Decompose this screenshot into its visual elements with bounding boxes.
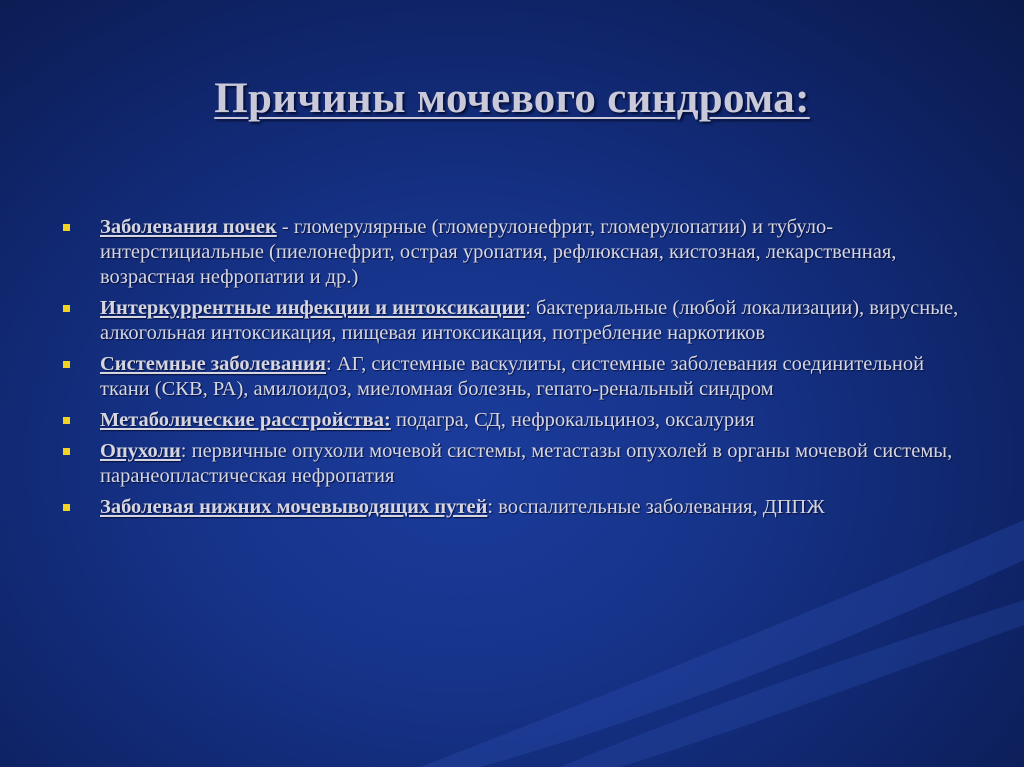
list-item bbox=[60, 352, 960, 402]
list-item bbox=[60, 215, 960, 290]
bullet-heading: Заболевая нижних мочевыводящих путей bbox=[100, 496, 488, 518]
bullet-heading: Интеркуррентные инфекции и интоксикации bbox=[100, 297, 526, 319]
bullet-text: подагра, СД, нефрокальциноз, оксалурия bbox=[390, 409, 755, 431]
bullet-text: : бактериальные (любой локализации), вирусные, алкогольная интоксикация, пищевая интоксикация, потребление наркотиков bbox=[100, 297, 959, 344]
square-bullet-icon bbox=[63, 224, 70, 231]
bullet-text: : воспалительные заболевания, ДППЖ bbox=[487, 496, 825, 518]
bullet-heading: Системные заболевания bbox=[100, 353, 326, 375]
bullet-heading: Заболевания почек bbox=[100, 216, 277, 238]
square-bullet-icon bbox=[63, 448, 70, 455]
bullet-text: - гломерулярные (гломерулонефрит, гломерулопатии) и тубуло-интерстициальные (пиелонефрит, острая уропатия, рефлюксная, кистозная, лекарственная, возрастная нефропатии и др.) bbox=[100, 216, 897, 288]
square-bullet-icon bbox=[63, 417, 70, 424]
square-bullet-icon bbox=[63, 504, 70, 511]
bullet-heading: Опухоли bbox=[100, 440, 181, 462]
square-bullet-icon bbox=[63, 361, 70, 368]
list-item bbox=[60, 495, 960, 520]
list-item bbox=[60, 439, 960, 489]
square-bullet-icon bbox=[63, 305, 70, 312]
bullet-text: : первичные опухоли мочевой системы, метастазы опухолей в органы мочевой системы, паранеопластическая нефропатия bbox=[100, 440, 953, 487]
bullet-text: : АГ, системные васкулиты, системные заболевания соединительной ткани (СКВ, РА), амилоидоз, миеломная болезнь, гепато-ренальный синдром bbox=[100, 353, 925, 400]
list-item bbox=[60, 408, 960, 433]
list-item bbox=[60, 296, 960, 346]
bullet-heading: Метаболические расстройства: bbox=[100, 409, 391, 431]
bullet-list bbox=[60, 215, 960, 526]
slide-title: Причины мочевого синдрома: bbox=[214, 75, 810, 122]
